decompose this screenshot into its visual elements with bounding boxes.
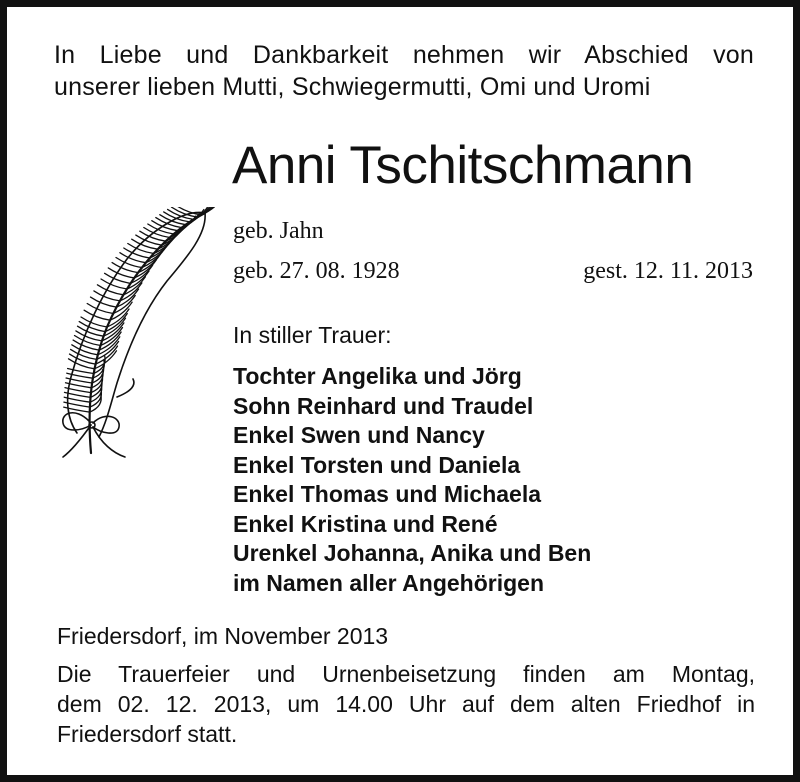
mourner-line: Enkel Kristina und René <box>233 510 498 537</box>
feather-barb <box>105 273 131 283</box>
service-info <box>57 659 755 749</box>
mourners-list <box>233 362 591 598</box>
mourner-line: Tochter Angelika und Jörg <box>233 363 522 389</box>
mourner-line: Sohn Reinhard und Traudel <box>233 392 534 419</box>
mourning-label: In stiller Trauer: <box>233 322 392 348</box>
death-date: gest. 12. 11. 2013 <box>583 258 753 284</box>
birth-date: geb. 27. 08. 1928 <box>233 258 400 284</box>
mourner-line: Enkel Thomas und Michaela <box>233 481 542 507</box>
mourner-line: Enkel Swen und Nancy <box>233 422 485 448</box>
deceased-name: Anni Tschitschmann <box>232 136 694 195</box>
service-line-3: Friedersdorf statt. <box>57 721 238 747</box>
feather-barb <box>120 253 146 263</box>
service-line-2: dem 02. 12. 2013, um 14.00 Uhr auf dem alten Friedhof in <box>57 691 755 717</box>
feather-with-bow-icon <box>55 207 215 472</box>
service-line-1: Die Trauerfeier und Urnenbeisetzung finden am Montag, <box>57 661 755 687</box>
feather-barb <box>164 212 190 222</box>
feather-barb <box>108 268 134 278</box>
intro-line-2: unserer lieben Mutti, Schwiegermutti, Omi und Uromi <box>54 73 651 101</box>
mourner-line: Enkel Torsten und Daniela <box>233 451 521 478</box>
feather-barb <box>101 279 127 289</box>
place-and-date: Friedersdorf, im November 2013 <box>57 623 389 649</box>
maiden-name: geb. Jahn <box>233 218 324 244</box>
feather-barb <box>112 263 138 273</box>
feather-barb <box>94 291 120 301</box>
intro-line-1: In Liebe und Dankbarkeit nehmen wir Abschied von <box>54 41 754 69</box>
feather-barb <box>97 285 123 295</box>
feather-barb <box>91 297 117 307</box>
intro-text <box>54 39 754 103</box>
feather-barb <box>116 258 142 268</box>
mourner-line: im Namen aller Angehörigen <box>233 569 544 596</box>
mourner-line: Urenkel Johanna, Anika und Ben <box>233 540 592 566</box>
